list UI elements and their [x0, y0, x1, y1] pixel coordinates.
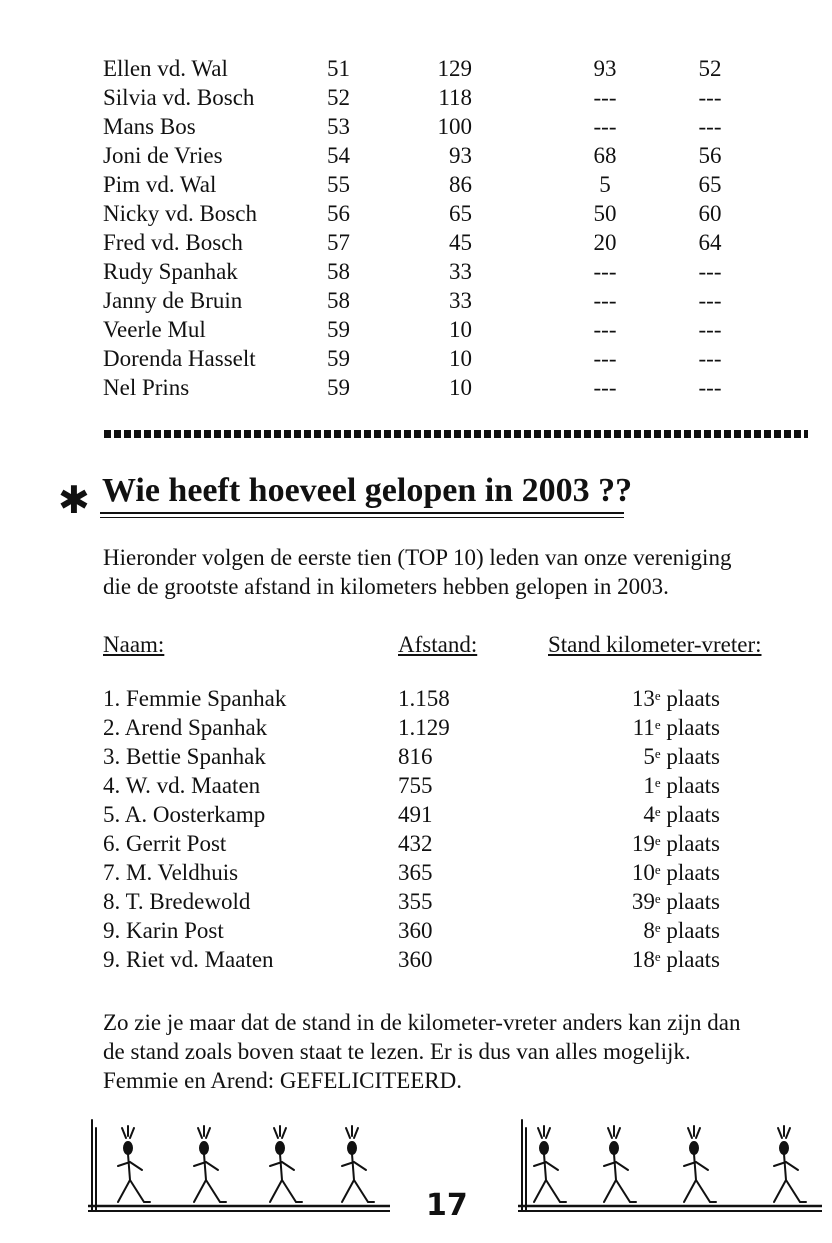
member-name: 3. Bettie Spanhak — [103, 744, 266, 769]
cell-b: 33 — [449, 288, 472, 313]
cell-c: 93 — [593, 56, 617, 81]
list-item — [0, 686, 832, 715]
cell-c: 20 — [593, 230, 617, 255]
cell-c: --- — [593, 288, 617, 313]
member-name: 8. T. Bredewold — [103, 889, 251, 914]
cell-a: 53 — [327, 114, 350, 139]
member-distance: 360 — [398, 918, 433, 943]
member-standing — [560, 686, 720, 712]
walking-figures-right-icon — [518, 1118, 822, 1214]
cell-d: 60 — [698, 201, 722, 226]
standing-suffix: e — [654, 775, 661, 790]
member-distance: 816 — [398, 744, 433, 769]
cell-a: 54 — [327, 143, 350, 168]
cell-b: 129 — [437, 56, 472, 81]
member-standing — [560, 860, 720, 886]
standing-suffix: e — [654, 746, 661, 761]
standing-word: plaats — [660, 889, 720, 914]
member-name: 9. Karin Post — [103, 918, 224, 943]
list-item — [0, 860, 832, 889]
member-standing — [560, 831, 720, 857]
list-item — [0, 831, 832, 860]
member-distance: 365 — [398, 860, 433, 885]
list-item — [0, 918, 832, 947]
cell-c: --- — [593, 375, 617, 400]
standing-number: 5 — [643, 744, 655, 769]
cell-d: --- — [698, 259, 722, 284]
member-distance: 491 — [398, 802, 433, 827]
standing-number: 39 — [631, 889, 655, 914]
table-row — [0, 375, 832, 404]
cell-a: 57 — [327, 230, 350, 255]
member-name: 6. Gerrit Post — [103, 831, 227, 856]
list-item — [0, 715, 832, 744]
member-distance: 755 — [398, 773, 433, 798]
walking-figures-left-icon — [88, 1118, 390, 1214]
cell-b: 100 — [437, 114, 472, 139]
section-title: Wie heeft hoeveel gelopen in 2003 ?? — [102, 472, 633, 509]
table-row — [0, 288, 832, 317]
dotted-divider — [104, 430, 808, 438]
member-standing — [560, 918, 720, 944]
list-item — [0, 802, 832, 831]
table-row — [0, 346, 832, 375]
cell-b: 65 — [449, 201, 472, 226]
cell-name: Nicky vd. Bosch — [103, 201, 257, 226]
title-underline-second — [100, 517, 624, 518]
list-item — [0, 947, 832, 976]
cell-name: Veerle Mul — [103, 317, 206, 342]
table-row — [0, 114, 832, 143]
standing-word: plaats — [660, 686, 720, 711]
member-standing — [560, 773, 720, 799]
standing-word: plaats — [660, 947, 720, 972]
member-standing — [560, 744, 720, 770]
title-underline — [100, 512, 624, 514]
cell-d: --- — [698, 288, 722, 313]
list-item — [0, 889, 832, 918]
standing-suffix: e — [654, 717, 661, 732]
cell-d: 65 — [698, 172, 722, 197]
standing-word: plaats — [660, 831, 720, 856]
standing-word: plaats — [660, 773, 720, 798]
cell-c: --- — [593, 346, 617, 371]
standing-number: 19 — [631, 831, 655, 856]
cell-name: Mans Bos — [103, 114, 196, 139]
cell-d: --- — [698, 317, 722, 342]
table-row — [0, 201, 832, 230]
standing-suffix: e — [654, 920, 661, 935]
cell-a: 59 — [327, 317, 350, 342]
standing-suffix: e — [654, 688, 661, 703]
cell-d: --- — [698, 85, 722, 110]
cell-a: 55 — [327, 172, 350, 197]
table-row — [0, 56, 832, 85]
cell-c: 50 — [593, 201, 617, 226]
header-name: Naam: — [103, 632, 165, 657]
standing-word: plaats — [660, 715, 720, 740]
member-distance: 432 — [398, 831, 433, 856]
table-row — [0, 230, 832, 259]
cell-name: Ellen vd. Wal — [103, 56, 228, 81]
table-row — [0, 259, 832, 288]
cell-a: 58 — [327, 259, 350, 284]
cell-a: 59 — [327, 346, 350, 371]
cell-c: --- — [593, 85, 617, 110]
header-distance: Afstand: — [398, 632, 478, 657]
standing-number: 4 — [643, 802, 655, 827]
list-item — [0, 744, 832, 773]
page-number: 17 — [426, 1188, 468, 1223]
standing-number: 13 — [631, 686, 655, 711]
cell-d: 52 — [698, 56, 722, 81]
closing-line-1: Zo zie je maar dat de stand in de kilometer-vreter anders kan zijn dan — [103, 1010, 741, 1035]
table-row — [0, 143, 832, 172]
cell-name: Joni de Vries — [103, 143, 223, 168]
closing-line-3: Femmie en Arend: GEFELICITEERD. — [103, 1068, 462, 1093]
cell-b: 86 — [449, 172, 472, 197]
standing-word: plaats — [660, 918, 720, 943]
member-distance: 360 — [398, 947, 433, 972]
intro-line-2: die de grootste afstand in kilometers hebben gelopen in 2003. — [103, 574, 669, 599]
asterisk-icon: ✱ — [58, 478, 90, 522]
member-distance: 1.129 — [398, 715, 450, 740]
cell-c: 5 — [599, 172, 611, 197]
member-name: 9. Riet vd. Maaten — [103, 947, 274, 972]
member-name: 2. Arend Spanhak — [103, 715, 268, 740]
member-standing — [560, 802, 720, 828]
cell-name: Dorenda Hasselt — [103, 346, 256, 371]
cell-b: 10 — [449, 317, 472, 342]
standing-number: 11 — [632, 715, 655, 740]
cell-a: 59 — [327, 375, 350, 400]
intro-line-1: Hieronder volgen de eerste tien (TOP 10) leden van onze vereniging — [103, 545, 732, 570]
standing-word: plaats — [660, 802, 720, 827]
table-row — [0, 172, 832, 201]
cell-name: Rudy Spanhak — [103, 259, 238, 284]
cell-name: Silvia vd. Bosch — [103, 85, 255, 110]
member-standing — [560, 889, 720, 915]
member-name: 4. W. vd. Maaten — [103, 773, 261, 798]
member-name: 5. A. Oosterkamp — [103, 802, 266, 827]
member-name: 1. Femmie Spanhak — [103, 686, 287, 711]
cell-a: 56 — [327, 201, 350, 226]
cell-name: Nel Prins — [103, 375, 190, 400]
cell-name: Janny de Bruin — [103, 288, 243, 313]
standing-suffix: e — [654, 949, 661, 964]
cell-d: --- — [698, 114, 722, 139]
cell-d: 56 — [698, 143, 722, 168]
standing-number: 10 — [631, 860, 655, 885]
cell-d: 64 — [698, 230, 722, 255]
member-standing — [560, 947, 720, 973]
table-row — [0, 317, 832, 346]
standing-suffix: e — [654, 862, 661, 877]
header-standing: Stand kilometer-vreter: — [548, 632, 762, 657]
cell-b: 10 — [449, 375, 472, 400]
cell-b: 45 — [449, 230, 472, 255]
cell-c: 68 — [593, 143, 617, 168]
member-standing — [560, 715, 720, 741]
cell-d: --- — [698, 346, 722, 371]
closing-line-2: de stand zoals boven staat te lezen. Er is dus van alles mogelijk. — [103, 1039, 691, 1064]
cell-a: 51 — [327, 56, 350, 81]
cell-name: Fred vd. Bosch — [103, 230, 243, 255]
cell-a: 58 — [327, 288, 350, 313]
cell-d: --- — [698, 375, 722, 400]
standing-number: 8 — [643, 918, 655, 943]
standing-word: plaats — [660, 860, 720, 885]
cell-b: 93 — [449, 143, 472, 168]
cell-b: 33 — [449, 259, 472, 284]
member-name: 7. M. Veldhuis — [103, 860, 239, 885]
list-item — [0, 773, 832, 802]
standing-word: plaats — [660, 744, 720, 769]
standing-suffix: e — [654, 891, 661, 906]
standing-number: 18 — [631, 947, 655, 972]
cell-b: 10 — [449, 346, 472, 371]
cell-c: --- — [593, 259, 617, 284]
cell-c: --- — [593, 317, 617, 342]
member-distance: 355 — [398, 889, 433, 914]
cell-a: 52 — [327, 85, 350, 110]
cell-name: Pim vd. Wal — [103, 172, 217, 197]
standing-suffix: e — [654, 804, 661, 819]
cell-c: --- — [593, 114, 617, 139]
member-distance: 1.158 — [398, 686, 450, 711]
table-row — [0, 85, 832, 114]
standing-number: 1 — [643, 773, 655, 798]
cell-b: 118 — [438, 85, 472, 110]
standing-suffix: e — [654, 833, 661, 848]
